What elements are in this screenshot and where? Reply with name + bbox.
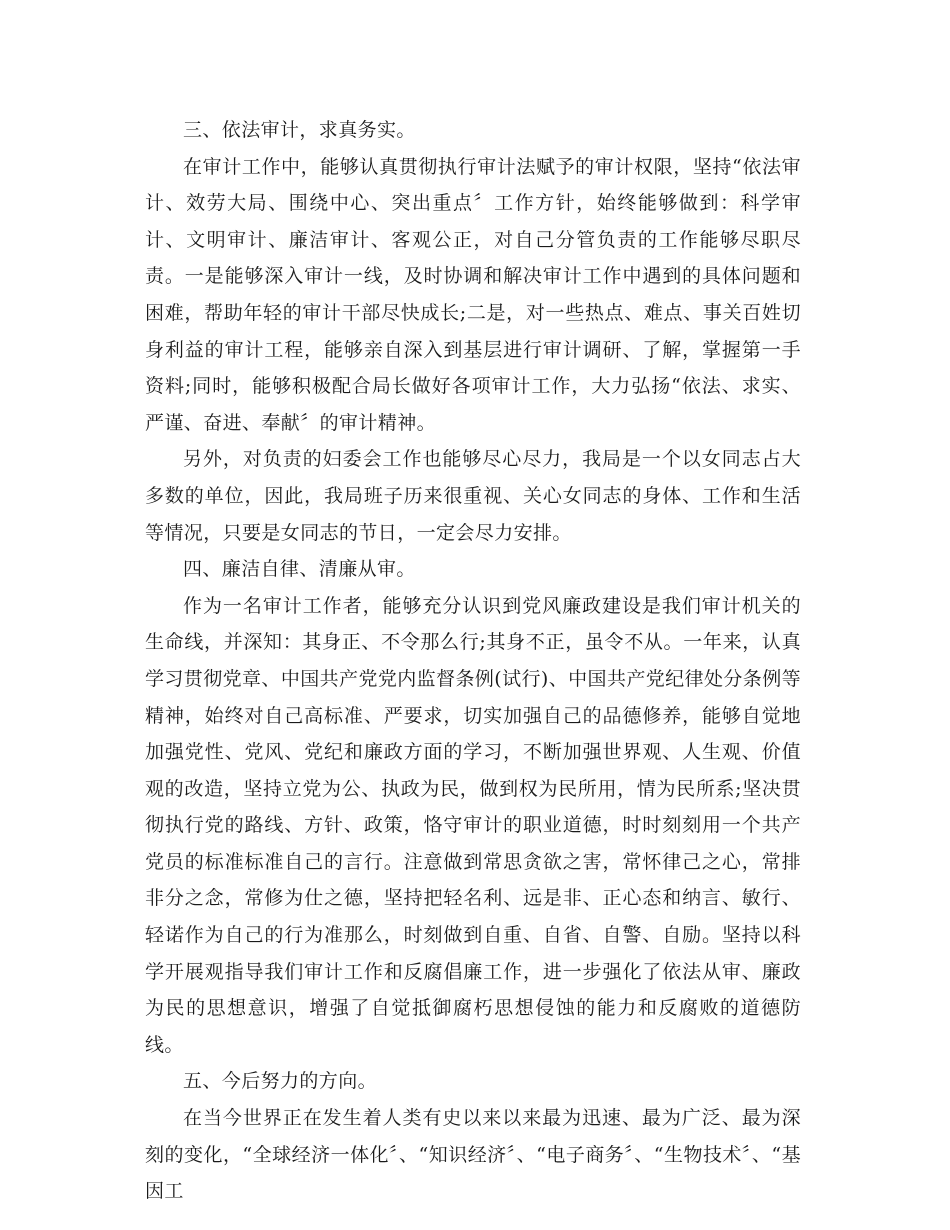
paragraph: 在当今世界正在发生着人类有史以来以来最为迅速、最为广泛、最为深刻的变化，“全球经济一体化〞、“知识经济〞、“电子商务〞、“生物技术〞、“基因工 [145, 1107, 801, 1203]
section-heading-5: 五、今后努力的方向。 [183, 1070, 378, 1093]
paragraph: 另外，对负责的妇委会工作也能够尽心尽力，我局是一个以女同志占大多数的单位，因此，我局班子历来很重视、关心女同志的身体、工作和生活等情况，只要是女同志的节日，一定会尽力安排。 [145, 448, 801, 544]
paragraph: 在审计工作中，能够认真贯彻执行审计法赋予的审计权限，坚持“依法审计、效劳大局、围绕中心、突出重点〞工作方针，始终能够做到：科学审计、文明审计、廉洁审计、客观公正，对自己分管负责的工作能够尽职尽责。一是能够深入审计一线，及时协调和解决审计工作中遇到的具体问题和困难，帮助年轻的审计干部尽快成长;二是，对一些热点、难点、事关百姓切身利益的审计工程，能够亲自深入到基层进行审计调研、了解，掌握第一手资料;同时，能够积极配合局长做好各项审计工作，大力弘扬“依法、求实、严谨、奋进、奉献〞的审计精神。 [145, 155, 801, 434]
document-body [145, 112, 801, 1210]
section-heading-3: 三、依法审计，求真务实。 [183, 119, 416, 141]
section-heading-4: 四、廉洁自律、清廉从审。 [183, 558, 416, 581]
paragraph: 作为一名审计工作者，能够充分认识到党风廉政建设是我们审计机关的生命线，并深知：其身正、不令那么行;其身不正，虽令不从。一年来，认真学习贯彻党章、中国共产党党内监督条例(试行)、中国共产党纪律处分条例等精神，始终对自己高标准、严要求，切实加强自己的品德修养，能够自觉地加强党性、党风、党纪和廉政方面的学习，不断加强世界观、人生观、价值观的改造，坚持立党为公、执政为民，做到权为民所用，情为民所系;坚决贯彻执行党的路线、方针、政策，恪守审计的职业道德，时时刻刻用一个共产党员的标准标准自己的言行。注意做到常思贪欲之害，常怀律己之心，常排非分之念，常修为仕之德，坚持把轻名利、远是非、正心态和纳言、敏行、轻诺作为自己的行为准那么，时刻做到自重、自省、自警、自励。坚持以科学开展观指导我们审计工作和反腐倡廉工作，进一步强化了依法从审、廉政为民的思想意识，增强了自觉抵御腐朽思想侵蚀的能力和反腐败的道德防线。 [145, 594, 801, 1056]
